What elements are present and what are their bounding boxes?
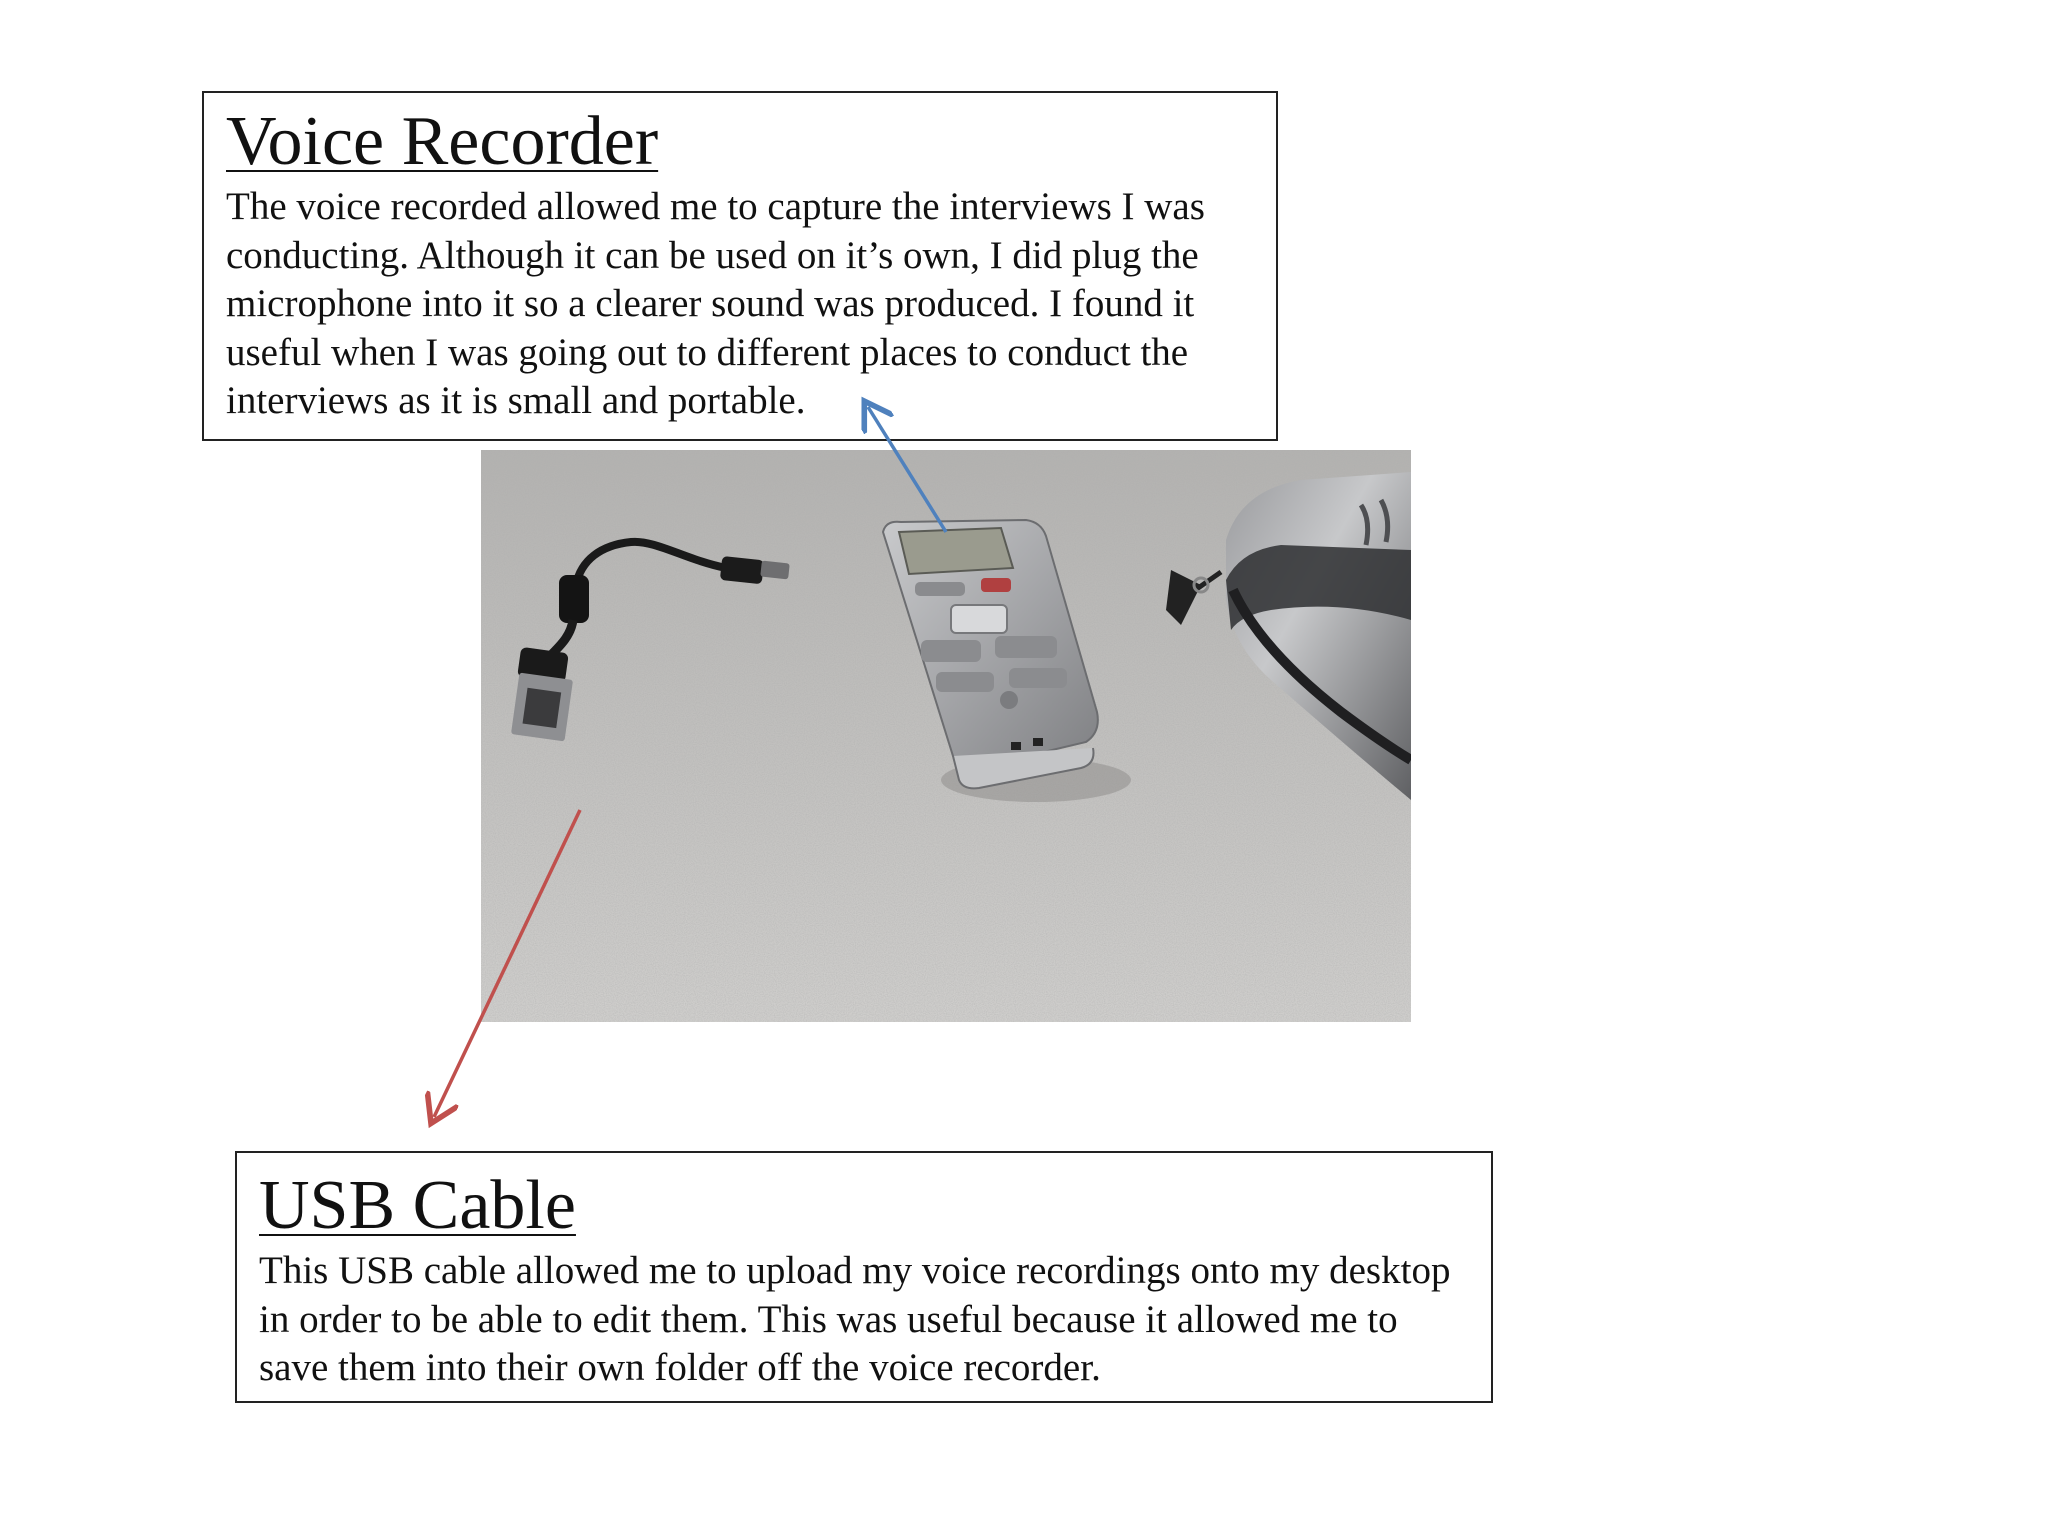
voice-recorder-callout [202,91,1278,441]
usb-cable-description: This USB cable allowed me to upload my voice recordings onto my desktop in order to be able to edit them. This was useful because it allowed me to save them into their own folder off the voice recorder. [259,1249,1451,1389]
usb-cable-callout [235,1151,1493,1403]
usb-cable-title: USB Cable [259,1167,576,1244]
voice-recorder-description: The voice recorded allowed me to capture the interviews I was conducting. Although it can be used on it’s own, I did plug the microphone into it so a clearer sound was produced. I found it useful when I was going out to different places to conduct the interviews as it is small and portable. [226,185,1205,422]
recorder-photo [481,450,1411,1022]
voice-recorder-title: Voice Recorder [226,103,659,180]
